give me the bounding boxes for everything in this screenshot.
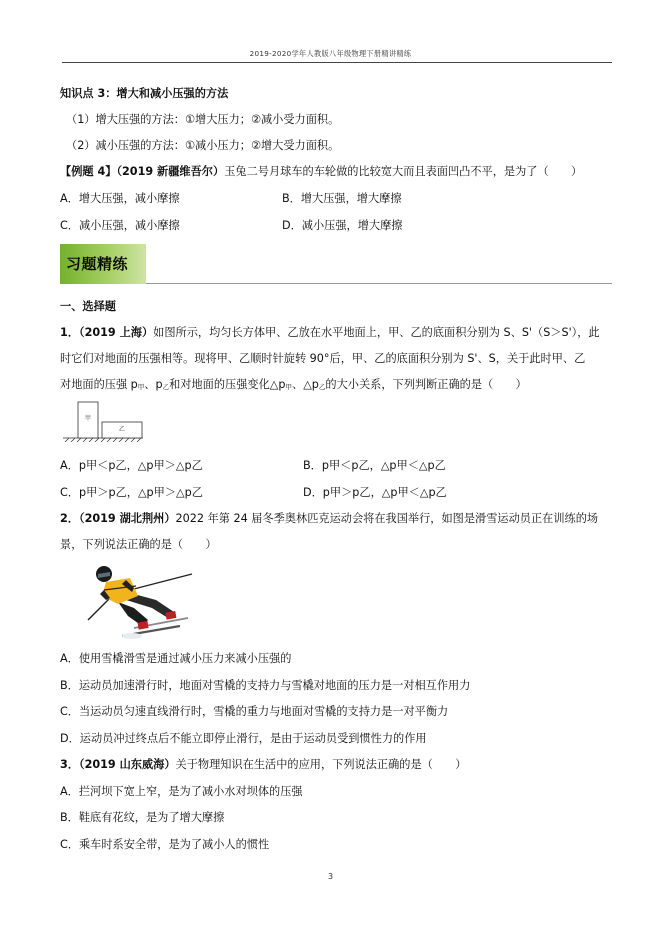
- q2-line-2: 景，下列说法正确的是（ ）: [60, 538, 217, 551]
- q2-option-c: C．当运动员匀速直线滑行时，雪橇的重力与地面对雪橇的支持力是一对平衡力: [60, 705, 449, 718]
- knowledge-item-1: （1）增大压强的方法：①增大压力；②减小受力面积。: [66, 113, 340, 126]
- q2-text-1: 2022 年第 24 届冬季奥林匹克运动会将在我国举行，如图是滑雪运动员正在训练的场: [175, 512, 599, 525]
- q1-line-2: 时它们对地面的压强相等。现将甲、乙顺时针旋转 90°后，甲、乙的底面积分别为 S'、S，关于此时甲、乙: [60, 352, 586, 365]
- q1-text-3d: 、△p: [292, 378, 319, 391]
- label-yi: 乙: [119, 426, 126, 433]
- q1-source: （2019 上海）: [78, 326, 154, 339]
- q3-option-c: C．乘车时系安全带，是为了减小人的惯性: [60, 838, 270, 851]
- q2-option-d: D．运动员冲过终点后不能立即停止滑行，是由于运动员受到惯性力的作用: [60, 732, 427, 745]
- q2-option-b: B．运动员加速滑行时，地面对雪橇的支持力与雪橇对地面的压力是一对相互作用力: [60, 679, 471, 692]
- q2-number: 2．: [60, 512, 79, 525]
- sub-jia: 甲: [285, 383, 292, 391]
- q3-option-b: B．鞋底有花纹，是为了增大摩擦: [60, 811, 225, 824]
- q1-number: 1．: [60, 326, 79, 339]
- q1-text-3b: 、p: [144, 378, 163, 391]
- q2-option-a: A．使用雪橇滑雪是通过减小压力来减小压强的: [60, 652, 292, 665]
- part-title: 一、选择题: [60, 300, 116, 313]
- q1-text-3c: 和对地面的压强变化△p: [169, 378, 286, 391]
- section-banner: [60, 244, 146, 284]
- q1-text-3a: 对地面的压强 p: [60, 378, 138, 391]
- example-4-option-b: B．增大压强，增大摩擦: [282, 192, 402, 205]
- sub-yi: 乙: [318, 383, 326, 391]
- label-jia: 甲: [85, 415, 92, 422]
- skier-image: [82, 560, 194, 640]
- example-4-option-c: C．减小压强，减小摩擦: [60, 219, 180, 232]
- q1-line-1: [60, 326, 600, 340]
- q3-text-1: 关于物理知识在生活中的应用，下列说法正确的是（ ）: [175, 758, 467, 771]
- q3-line-1: [60, 758, 466, 772]
- sub-yi: 乙: [162, 383, 170, 391]
- section-rule: [146, 283, 612, 284]
- q2-line-1: [60, 512, 598, 526]
- q1-figure-blocks: [62, 400, 148, 442]
- example-4-tag: 【例题 4】（2019 新疆维吾尔）: [60, 165, 225, 178]
- q3-option-a: A．拦河坝下宽上窄，是为了减小水对坝体的压强: [60, 785, 303, 798]
- q1-line-3: [60, 378, 527, 392]
- example-4-option-a: A．增大压强，减小摩擦: [60, 192, 180, 205]
- q2-source: （2019 湖北荆州）: [78, 512, 176, 525]
- example-4-question: 玉兔二号月球车的车轮做的比较宽大而且表面凹凸不平，是为了（ ）: [224, 165, 583, 178]
- ground-hatching: [63, 438, 143, 442]
- example-4: [60, 165, 582, 179]
- sub-jia: 甲: [137, 383, 145, 391]
- q1-option-d: D．p甲＞p乙，△p甲＜△p乙: [303, 486, 447, 499]
- q3-source: （2019 山东威海）: [78, 758, 176, 771]
- page-number: 3: [327, 872, 334, 881]
- q1-text-3e: 的大小关系，下列判断正确的是（ ）: [325, 378, 527, 391]
- q3-number: 3．: [60, 758, 79, 771]
- page-header: 2019-2020学年人教版八年级物理下册精讲精练: [249, 49, 412, 58]
- section-title: 习题精练: [66, 255, 129, 273]
- q1-option-a: A．p甲＜p乙，△p甲＞△p乙: [60, 459, 203, 472]
- header-rule: [62, 62, 612, 63]
- knowledge-item-2: （2）减小压强的方法：①减小压力；②增大受力面积。: [66, 139, 340, 152]
- q1-option-c: C．p甲＞p乙，△p甲＞△p乙: [60, 486, 203, 499]
- q1-text-1: 如图所示，均匀长方体甲、乙放在水平地面上，甲、乙的底面积分别为 S、S'（S＞S'），此: [153, 326, 600, 339]
- example-4-option-d: D．减小压强，增大摩擦: [282, 219, 403, 232]
- knowledge-title: 知识点 3：增大和减小压强的方法: [60, 87, 229, 100]
- q1-option-b: B．p甲＜p乙，△p甲＜△p乙: [303, 459, 446, 472]
